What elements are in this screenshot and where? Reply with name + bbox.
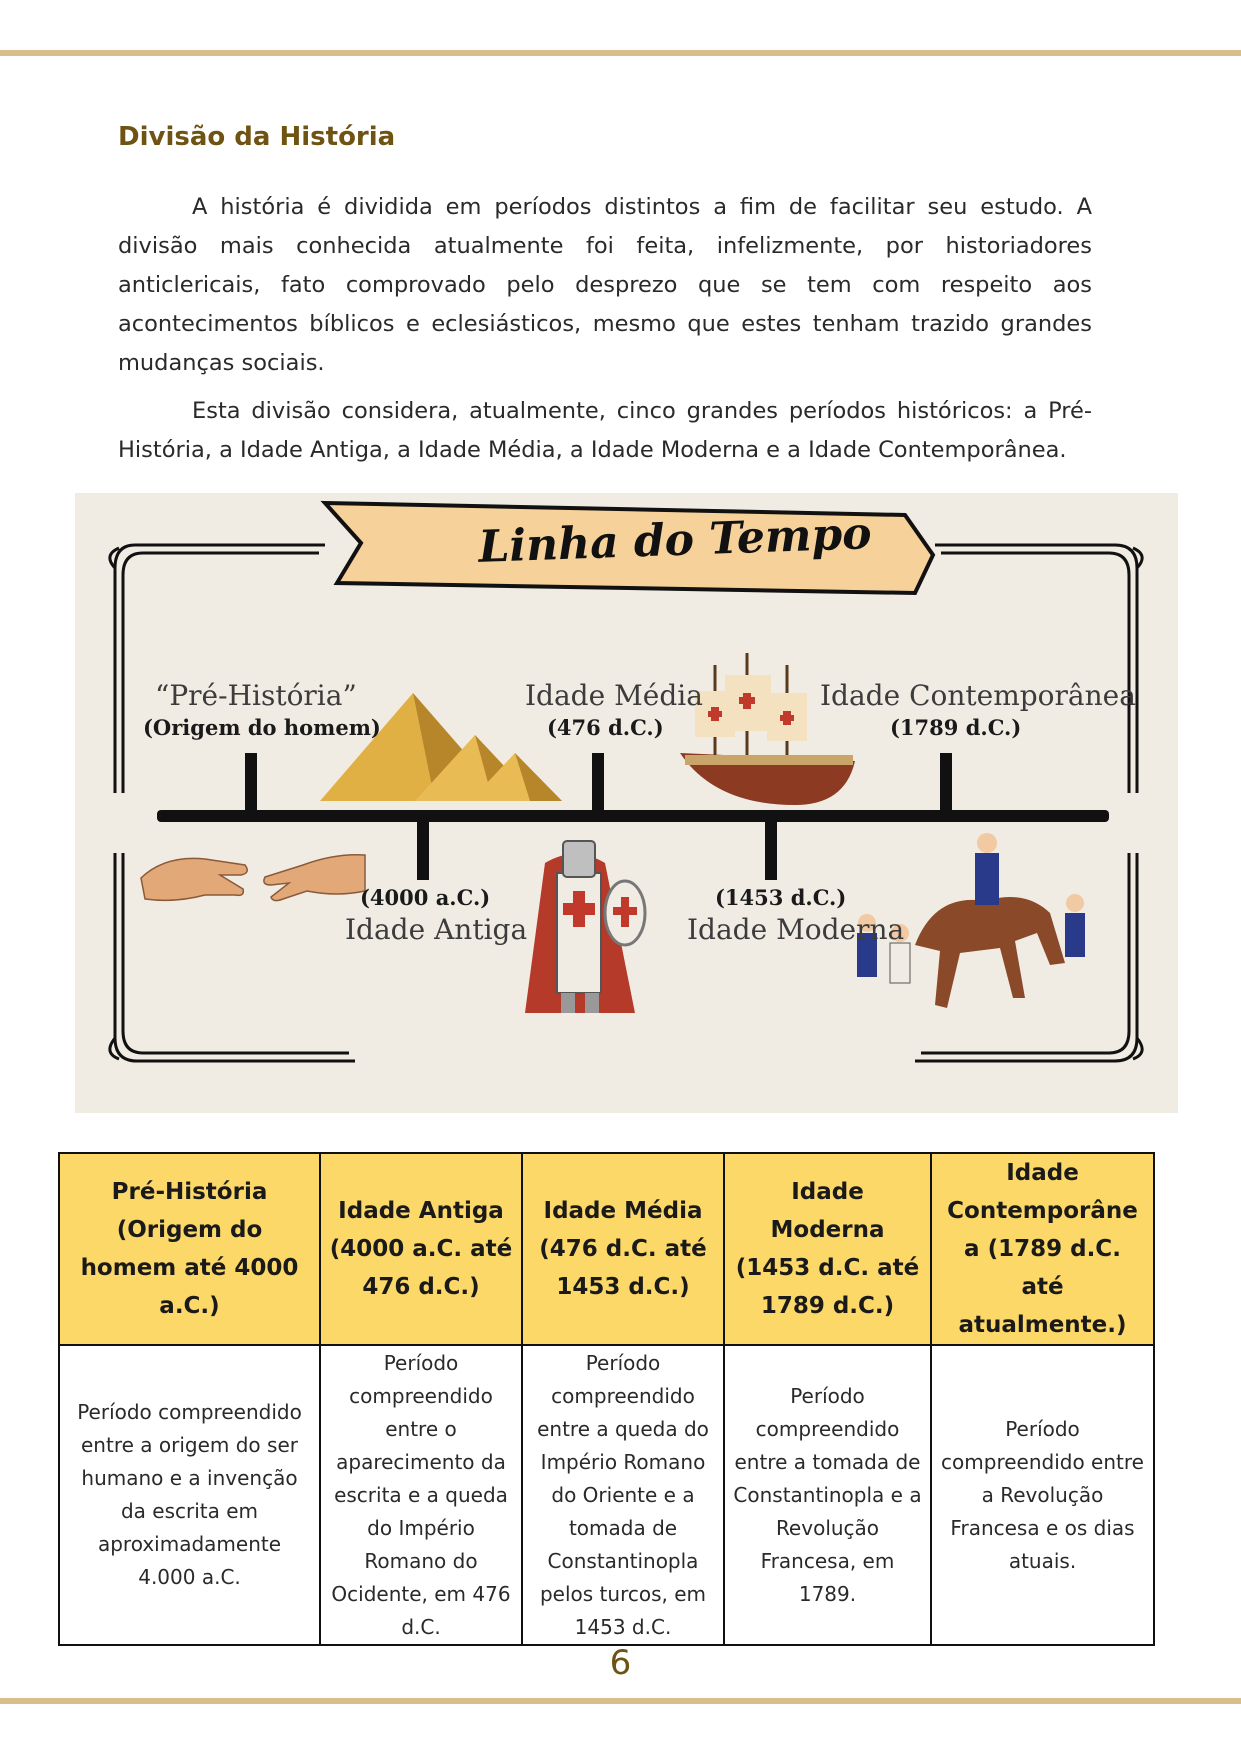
- cell-idade-antiga: Período compreendido entre o aparecimento da escrita e a queda do Império Romano do Ocidente, em 476 d.C.: [320, 1345, 522, 1645]
- ship-icon: [680, 653, 855, 805]
- hands-icon: [141, 855, 365, 901]
- table-header-row: [59, 1153, 1154, 1345]
- date-idade-contemporanea: (1789 d.C.): [890, 715, 1022, 740]
- timeline-graphic: [75, 493, 1178, 1113]
- section-heading: Divisão da História: [118, 122, 396, 152]
- header-idade-antiga: Idade Antiga (4000 a.C. até 476 d.C.): [320, 1153, 522, 1345]
- bottom-rule: [0, 1698, 1241, 1704]
- header-idade-moderna: Idade Moderna (1453 d.C. até 1789 d.C.): [724, 1153, 931, 1345]
- date-idade-antiga: (4000 a.C.): [360, 885, 491, 910]
- date-idade-moderna: (1453 d.C.): [715, 885, 847, 910]
- label-idade-contemporanea: Idade Contemporânea: [820, 679, 1136, 712]
- periods-table: [58, 1152, 1155, 1646]
- label-pre-historia: “Pré-História”: [155, 679, 357, 712]
- label-idade-moderna: Idade Moderna: [687, 913, 905, 946]
- header-idade-contemporanea: Idade Contemporânea (1789 d.C. até atualmente.): [931, 1153, 1154, 1345]
- date-idade-media: (476 d.C.): [547, 715, 664, 740]
- label-idade-media: Idade Média: [525, 679, 703, 712]
- table-row: [59, 1345, 1154, 1645]
- cell-idade-contemporanea: Período compreendido entre a Revolução Francesa e os dias atuais.: [931, 1345, 1154, 1645]
- knight-icon: [525, 841, 645, 1013]
- header-idade-media: Idade Média (476 d.C. até 1453 d.C.): [522, 1153, 724, 1345]
- periods-paragraph: Esta divisão considera, atualmente, cinco grandes períodos históricos: a Pré-História, a Idade Antiga, a Idade Média, a Idade Moderna e a Idade Contemporânea.: [118, 398, 1092, 463]
- timeline-axis: [157, 810, 1109, 822]
- intro-paragraph: A história é dividida em períodos distintos a fim de facilitar seu estudo. A divisão mais conhecida atualmente foi feita, infelizmente, por historiadores anticlericais, fato comprovado pelo desprezo que se tem com respeito aos acontecimentos bíblicos e eclesiásticos, mesmo que estes tenham trazido grandes mudanças sociais.: [118, 194, 1092, 376]
- timeline-title: Linha do Tempo: [477, 508, 873, 573]
- page-number: 6: [609, 1643, 632, 1683]
- header-pre-historia: Pré-História (Origem do homem até 4000 a.C.): [59, 1153, 320, 1345]
- label-idade-antiga: Idade Antiga: [345, 913, 528, 946]
- cell-pre-historia: Período compreendido entre a origem do ser humano e a invenção da escrita em aproximadamente 4.000 a.C.: [59, 1345, 320, 1645]
- date-pre-historia: (Origem do homem): [143, 715, 381, 740]
- timeline-image: [75, 493, 1178, 1113]
- cell-idade-media: Período compreendido entre a queda do Império Romano do Oriente e a tomada de Constantinopla pelos turcos, em 1453 d.C.: [522, 1345, 724, 1645]
- cell-idade-moderna: Período compreendido entre a tomada de Constantinopla e a Revolução Francesa, em 1789.: [724, 1345, 931, 1645]
- top-rule: [0, 50, 1241, 56]
